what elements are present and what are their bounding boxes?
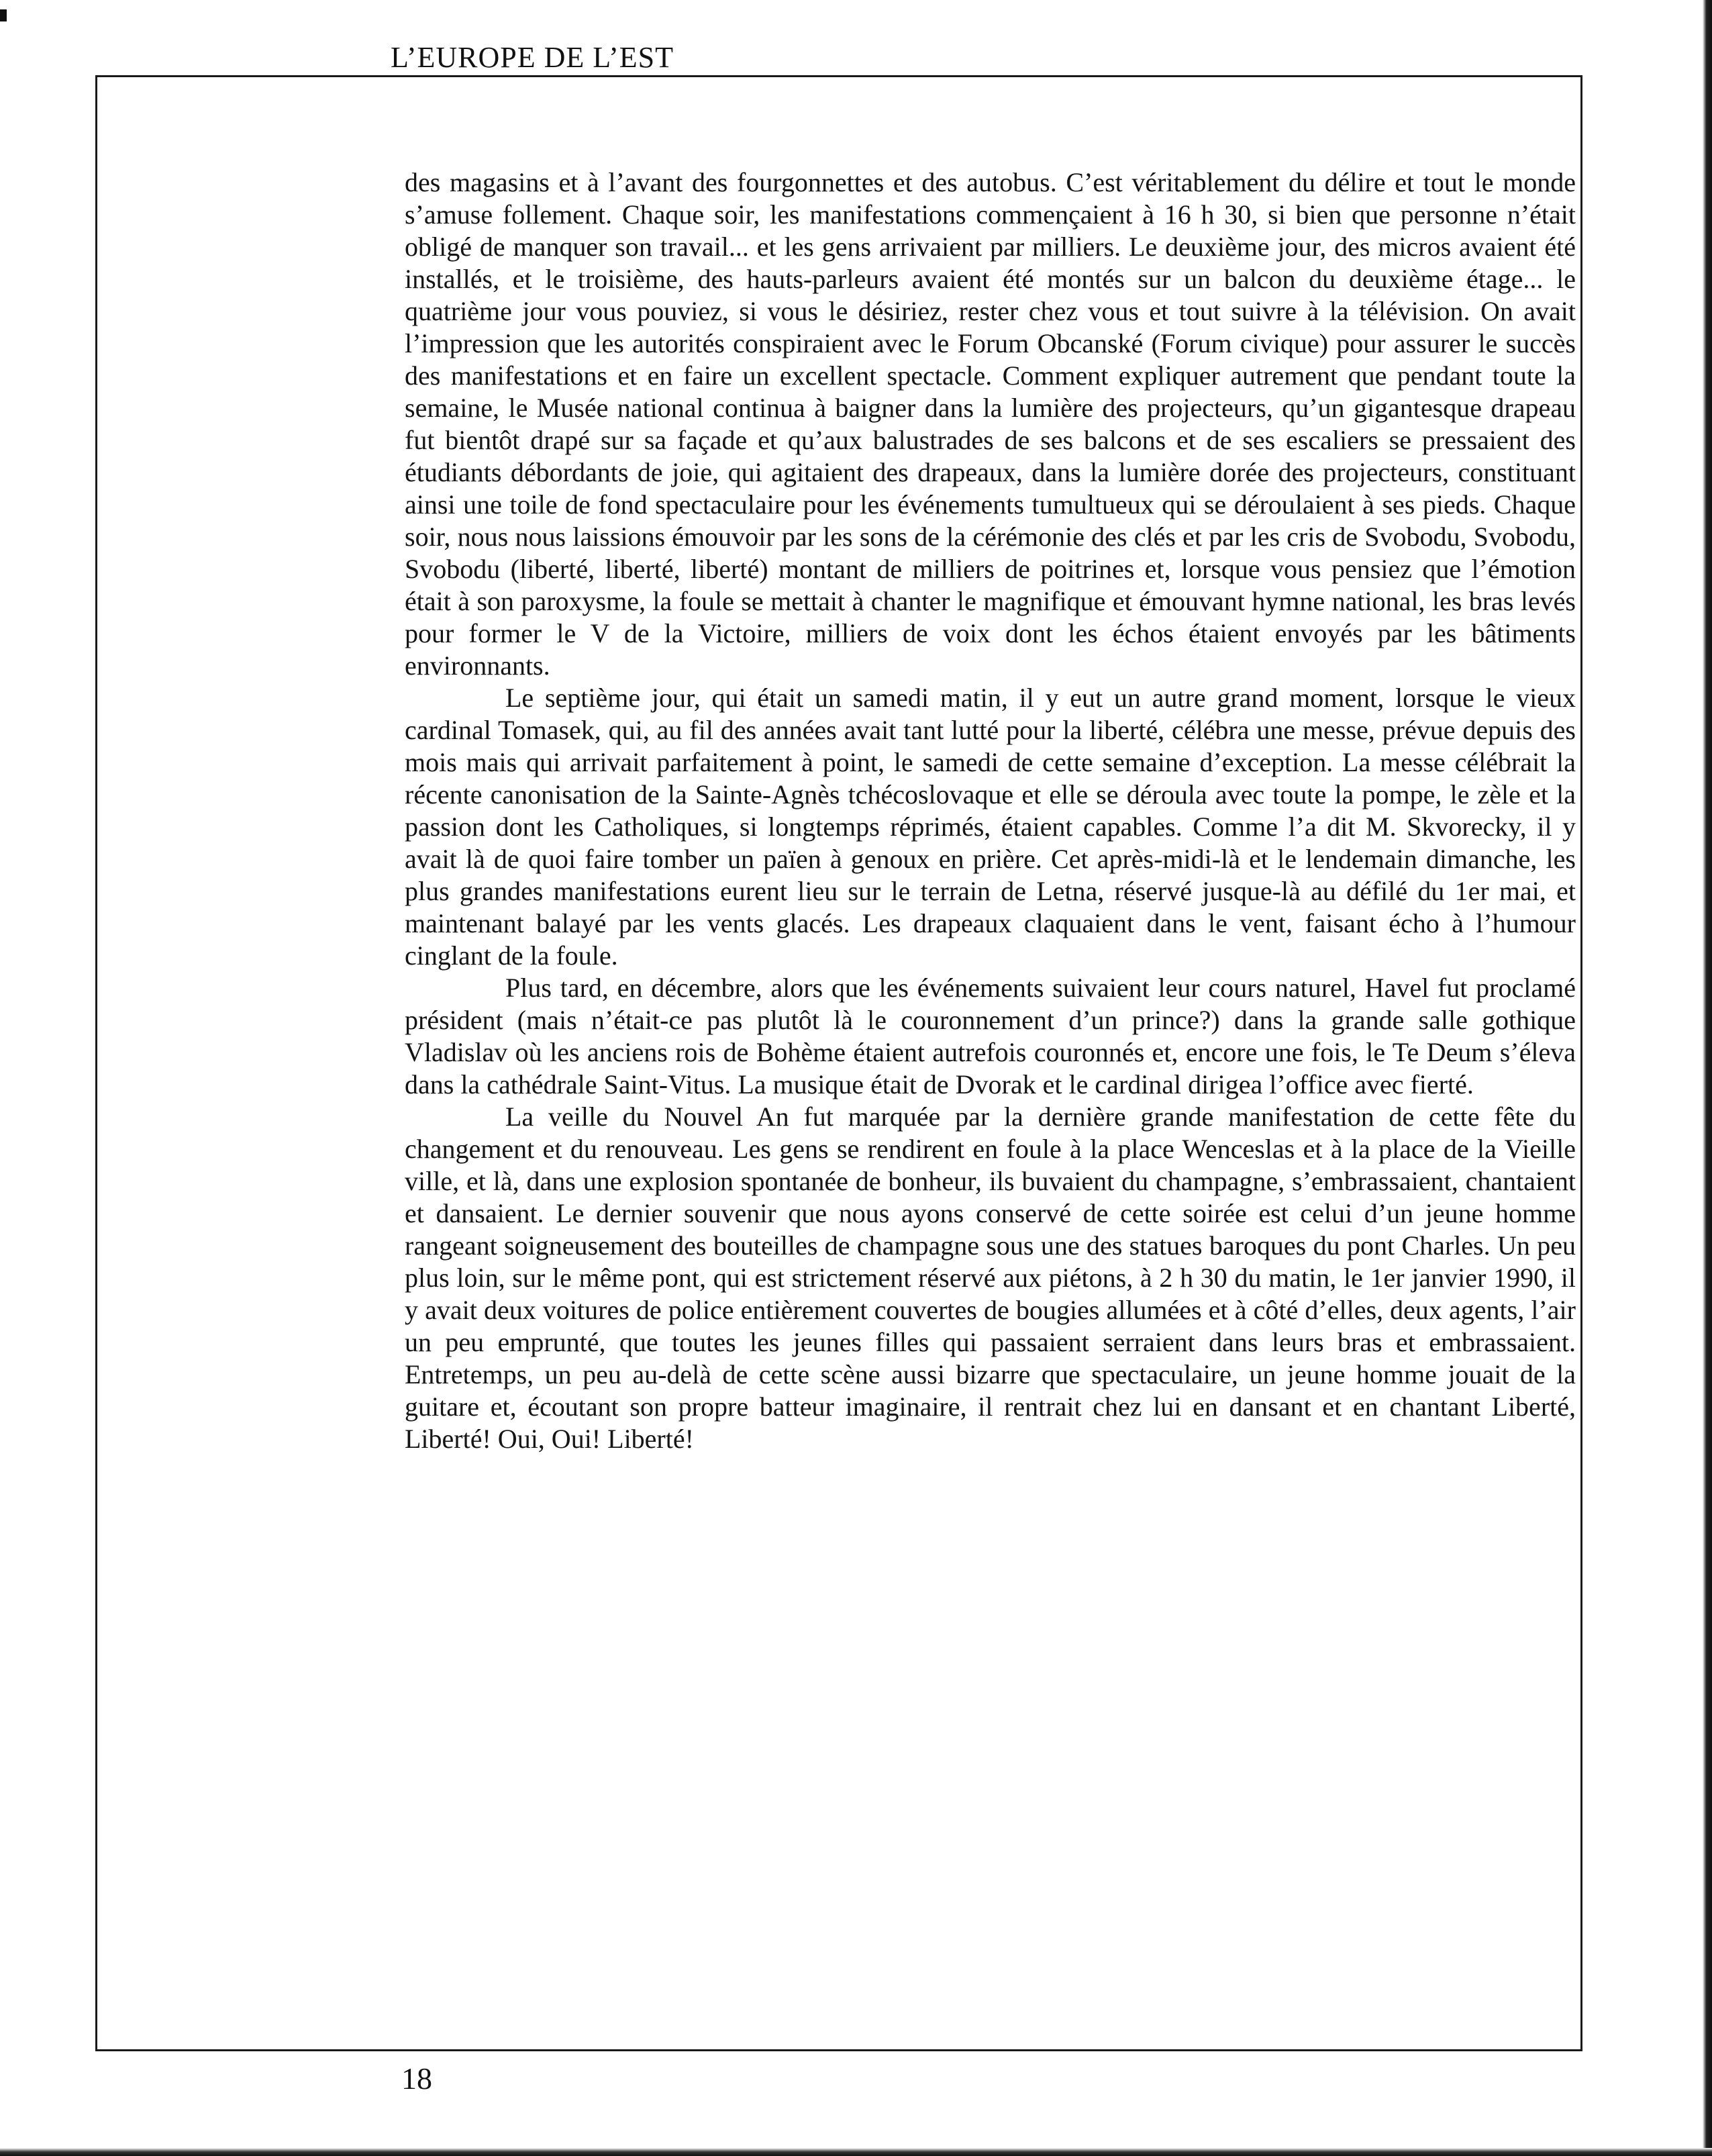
paragraph-2: Le septième jour, qui était un samedi matin, il y eut un autre grand moment, lorsque le vieux cardinal Tomasek, qui, au fil des années avait tant lutté pour la liberté, célébra une messe, prévue depuis des mois mais qui arrivait parfaitement à point, le samedi de cette semaine d’exception. La messe célébrait la récente canonisation de la Sainte-Agnès tchécoslovaque et elle se déroula avec toute la pompe, le zèle et la passion dont les Catholiques, si longtemps réprimés, étaient capables. Comme l’a dit M. Skvorecky, il y avait là de quoi faire tomber un païen à genoux en prière. Cet après-midi-là et le lendemain dimanche, les plus grandes manifestations eurent lieu sur le terrain de Letna, réservé jusque-là au défilé du 1er mai, et maintenant balayé par les vents glacés. Les drapeaux claquaient dans le vent, faisant écho à l’humour cinglant de la foule.	[405, 683, 1576, 971]
page-number: 18	[401, 2061, 432, 2096]
scan-edge-right	[1703, 0, 1712, 2156]
article-body	[405, 166, 1576, 1455]
paragraph-4: La veille du Nouvel An fut marquée par la dernière grande manifestation de cette fête du changement et du renouveau. Les gens se rendirent en foule à la place Wenceslas et à la place de la Vieille ville, et là, dans une explosion spontanée de bonheur, ils buvaient du champagne, s’embrassaient, chantaient et dansaient. Le dernier souvenir que nous ayons conservé de cette soirée est celui d’un jeune homme rangeant soigneusement des bouteilles de champagne sous une des statues baroques du pont Charles. Un peu plus loin, sur le même pont, qui est strictement réservé aux piétons, à 2 h 30 du matin, le 1er janvier 1990, il y avait deux voitures de police entièrement couvertes de bougies allumées et à côté d’elles, deux agents, l’air un peu emprunté, que toutes les jeunes filles qui passaient serraient dans leurs bras et embrassaient. Entretemps, un peu au-delà de cette scène aussi bizarre que spectaculaire, un jeune homme jouait de la guitare et, écoutant son propre batteur imaginaire, il rentrait chez lui en dansant et en chantant Liberté, Liberté! Oui, Oui! Liberté!	[405, 1101, 1576, 1454]
paragraph-1: des magasins et à l’avant des fourgonnettes et des autobus. C’est véritablement du délire et tout le monde s’amuse follement. Chaque soir, les manifestations commençaient à 16 h 30, si bien que personne n’était obligé de manquer son travail... et les gens arrivaient par milliers. Le deuxième jour, des micros avaient été installés, et le troisième, des hauts-parleurs avaient été montés sur un balcon du deuxième étage... le quatrième jour vous pouviez, si vous le désiriez, rester chez vous et tout suivre à la télévision. On avait l’impression que les autorités conspiraient avec le Forum Obcanské (Forum civique) pour assurer le succès des manifestations et en faire un excellent spectacle. Comment expliquer autrement que pendant toute la semaine, le Musée national continua à baigner dans la lumière des projecteurs, qu’un gigantesque drapeau fut bientôt drapé sur sa façade et qu’aux balustrades de ses balcons et de ses escaliers se pressaient des étudiants débordants de joie, qui agitaient des drapeaux, dans la lumière dorée des projecteurs, constituant ainsi une toile de fond spectaculaire pour les événements tumultueux qui se déroulaient à ses pieds. Chaque soir, nous nous laissions émouvoir par les sons de la cérémonie des clés et par les cris de Svobodu, Svobodu, Svobodu (liberté, liberté, liberté) montant de milliers de poitrines et, lorsque vous pensiez que l’émotion était à son paroxysme, la foule se mettait à chanter le magnifique et émouvant hymne national, les bras levés pour former le V de la Victoire, milliers de voix dont les échos étaient envoyés par les bâtiments environnants.	[405, 167, 1576, 681]
scan-corner-mark	[0, 9, 7, 21]
paragraph-3: Plus tard, en décembre, alors que les événements suivaient leur cours naturel, Havel fut proclamé président (mais n’était-ce pas plutôt là le couronnement d’un prince?) dans la grande salle gothique Vladislav où les anciens rois de Bohème étaient autrefois couronnés et, encore une fois, le Te Deum s’éleva dans la cathédrale Saint-Vitus. La musique était de Dvorak et le cardinal dirigea l’office avec fierté.	[405, 973, 1576, 1099]
running-title: L’EUROPE DE L’EST	[391, 41, 674, 74]
scan-edge-bottom	[0, 2148, 1712, 2156]
